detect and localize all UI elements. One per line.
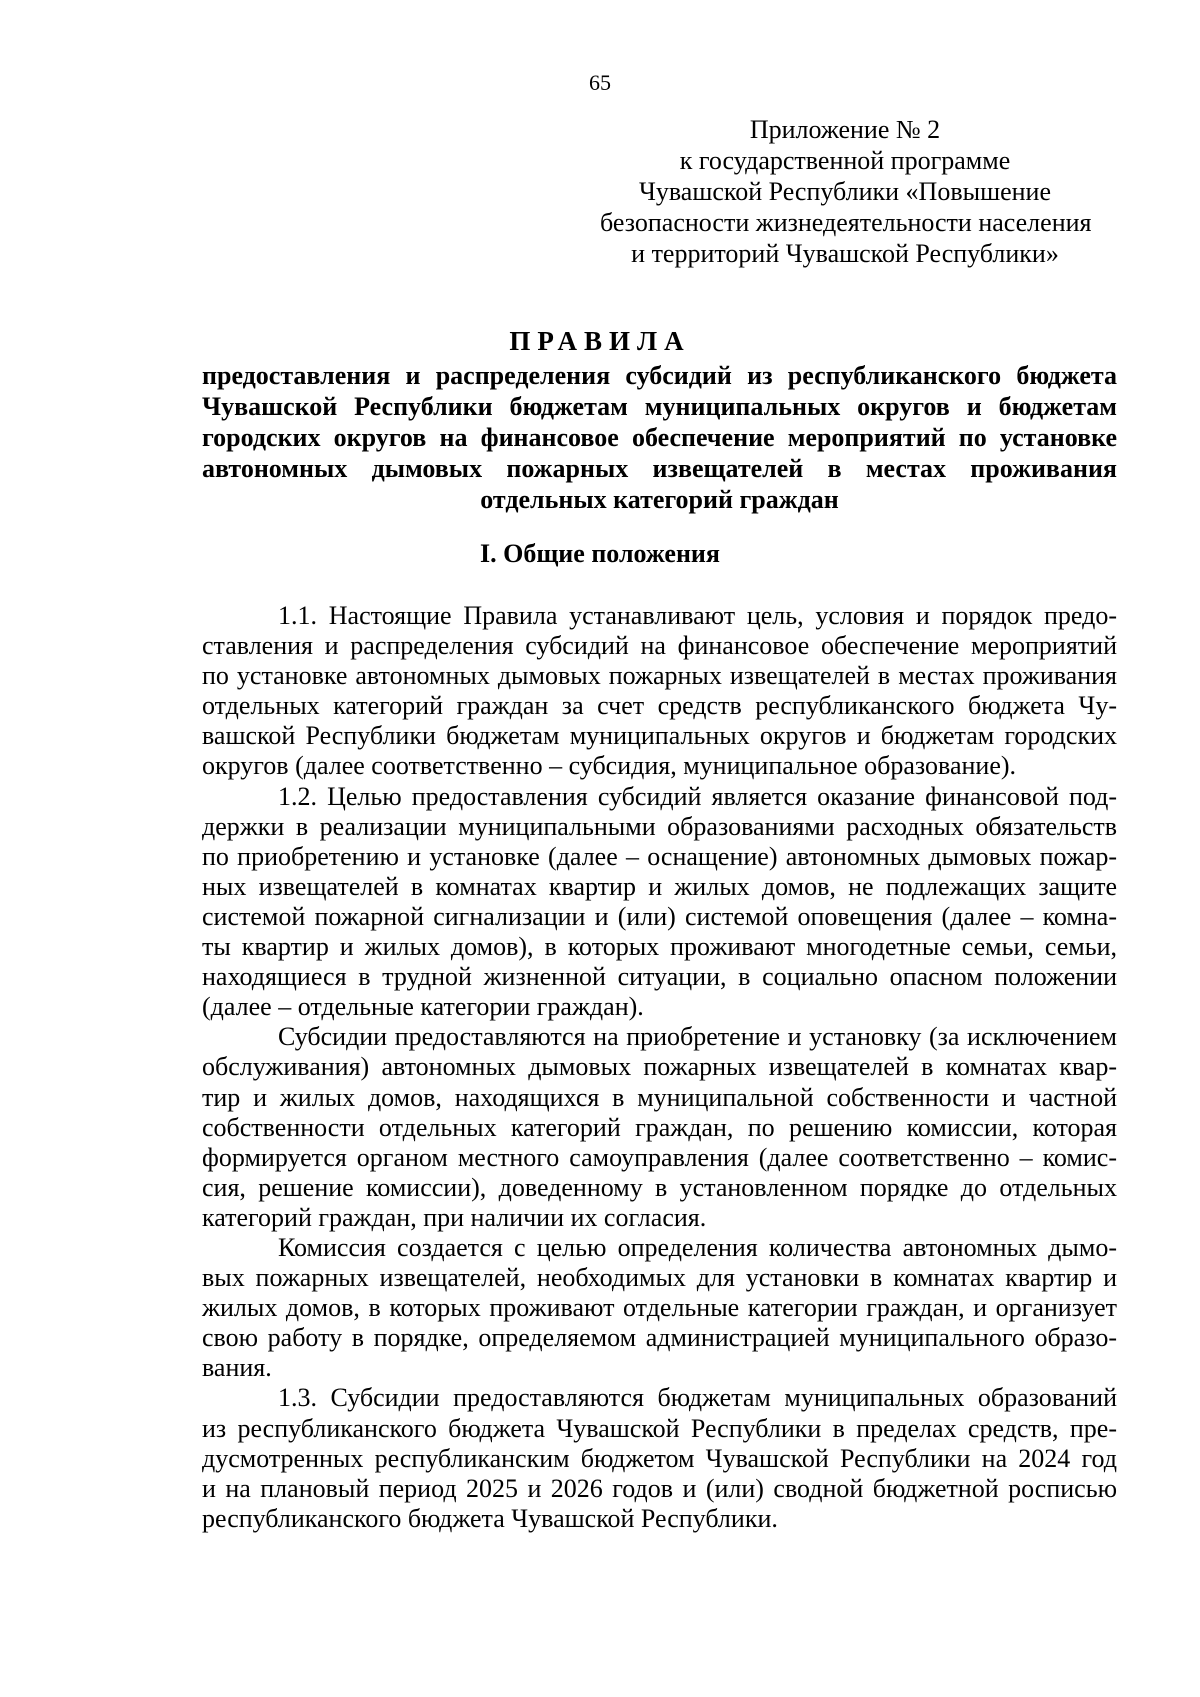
paragraph-line: вания. (202, 1353, 272, 1383)
paragraph-line: республиканского бюджета Чувашской Республики. (202, 1503, 778, 1533)
appendix-line: безопасности жизнедеятельности населения (600, 208, 1092, 237)
paragraph-line: Субсидии предоставляются на приобретение и установку (за исключением (278, 1022, 1117, 1052)
document-subtitle (202, 360, 1117, 515)
paragraph-line: находящиеся в трудной жизненной ситуации, в социально опасном положении (202, 962, 1117, 992)
paragraph-line: округов (далее соответственно – субсидия, муниципальное образование). (202, 751, 1017, 781)
paragraph-line: свою работу в порядке, определяемом администрацией муниципального образо- (202, 1323, 1117, 1353)
paragraph-line: вашской Республики бюджетам муниципальных округов и бюджетам городских (202, 721, 1117, 751)
paragraph-line: ты квартир и жилых домов), в которых проживают многодетные семьи, семьи, (202, 932, 1117, 962)
document-title: ПРАВИЛА (509, 326, 691, 356)
paragraph-line: категорий граждан, при наличии их согласия. (202, 1202, 707, 1232)
paragraph-line: собственности отдельных категорий граждан, по решению комиссии, которая (202, 1112, 1117, 1142)
body-text (202, 601, 1117, 1534)
paragraph-line: формируется органом местного самоуправления (далее соответственно – комис- (202, 1142, 1117, 1172)
paragraph-line: дусмотренных республиканским бюджетом Чувашской Республики на 2024 год (202, 1443, 1117, 1473)
appendix-line: Чувашской Республики «Повышение (638, 177, 1052, 206)
paragraph-line: 1.1. Настоящие Правила устанавливают цель, условия и порядок предо- (278, 601, 1117, 630)
paragraph-line: Комиссия создается с целью определения количества автономных дымо- (278, 1232, 1117, 1262)
paragraph-line: ных извещателей в комнатах квартир и жилых домов, не подлежащих защите (202, 871, 1117, 901)
paragraph-line: системой пожарной сигнализации и (или) системой оповещения (далее – комна- (202, 901, 1117, 931)
subtitle-line: автономных дымовых пожарных извещателей в местах проживания (202, 454, 1117, 483)
paragraph-line: из республиканского бюджета Чувашской Республики в пределах средств, пре- (202, 1413, 1117, 1443)
subtitle-line: предоставления и распределения субсидий из республиканского бюджета (202, 361, 1117, 390)
paragraph-line: по приобретению и установке (далее – оснащение) автономных дымовых пожар- (202, 841, 1117, 871)
paragraph-line: 1.2. Целью предоставления субсидий является оказание финансовой под- (278, 781, 1117, 811)
paragraph-line: вых пожарных извещателей, необходимых для установки в комнатах квартир и (202, 1263, 1117, 1293)
section-heading: I. Общие положения (480, 539, 720, 568)
subtitle-line: городских округов на финансовое обеспечение мероприятий по установке (202, 423, 1117, 452)
paragraph-line: сия, решение комиссии), доведенному в установленном порядке до отдельных (202, 1172, 1117, 1202)
appendix-line: к государственной программе (679, 146, 1011, 175)
paragraph-line: (далее – отдельные категории граждан). (202, 992, 644, 1022)
paragraph-line: 1.3. Субсидии предоставляются бюджетам муниципальных образований (278, 1383, 1117, 1413)
paragraph-line: и на плановый период 2025 и 2026 годов и (или) сводной бюджетной росписью (202, 1473, 1117, 1503)
appendix-line: Приложение № 2 (749, 115, 941, 144)
page-number: 65 (589, 70, 611, 95)
subtitle-line: Чувашской Республики бюджетам муниципальных округов и бюджетам (202, 392, 1117, 421)
paragraph-line: тир и жилых домов, находящихся в муниципальной собственности и частной (202, 1082, 1117, 1112)
paragraph-line: ставления и распределения субсидий на финансовое обеспечение мероприятий (202, 631, 1117, 661)
paragraph-line: жилых домов, в которых проживают отдельные категории граждан, и организует (202, 1293, 1117, 1323)
appendix-block (600, 114, 1090, 269)
paragraph-line: обслуживания) автономных дымовых пожарных извещателей в комнатах квар- (202, 1052, 1117, 1082)
subtitle-line: отдельных категорий граждан (480, 485, 839, 514)
paragraph-line: по установке автономных дымовых пожарных извещателей в местах проживания (202, 661, 1117, 691)
paragraph-line: отдельных категорий граждан за счет средств республиканского бюджета Чу- (202, 691, 1117, 721)
appendix-line: и территорий Чувашской Республики» (631, 239, 1059, 268)
paragraph-line: держки в реализации муниципальными образованиями расходных обязательств (202, 811, 1117, 841)
